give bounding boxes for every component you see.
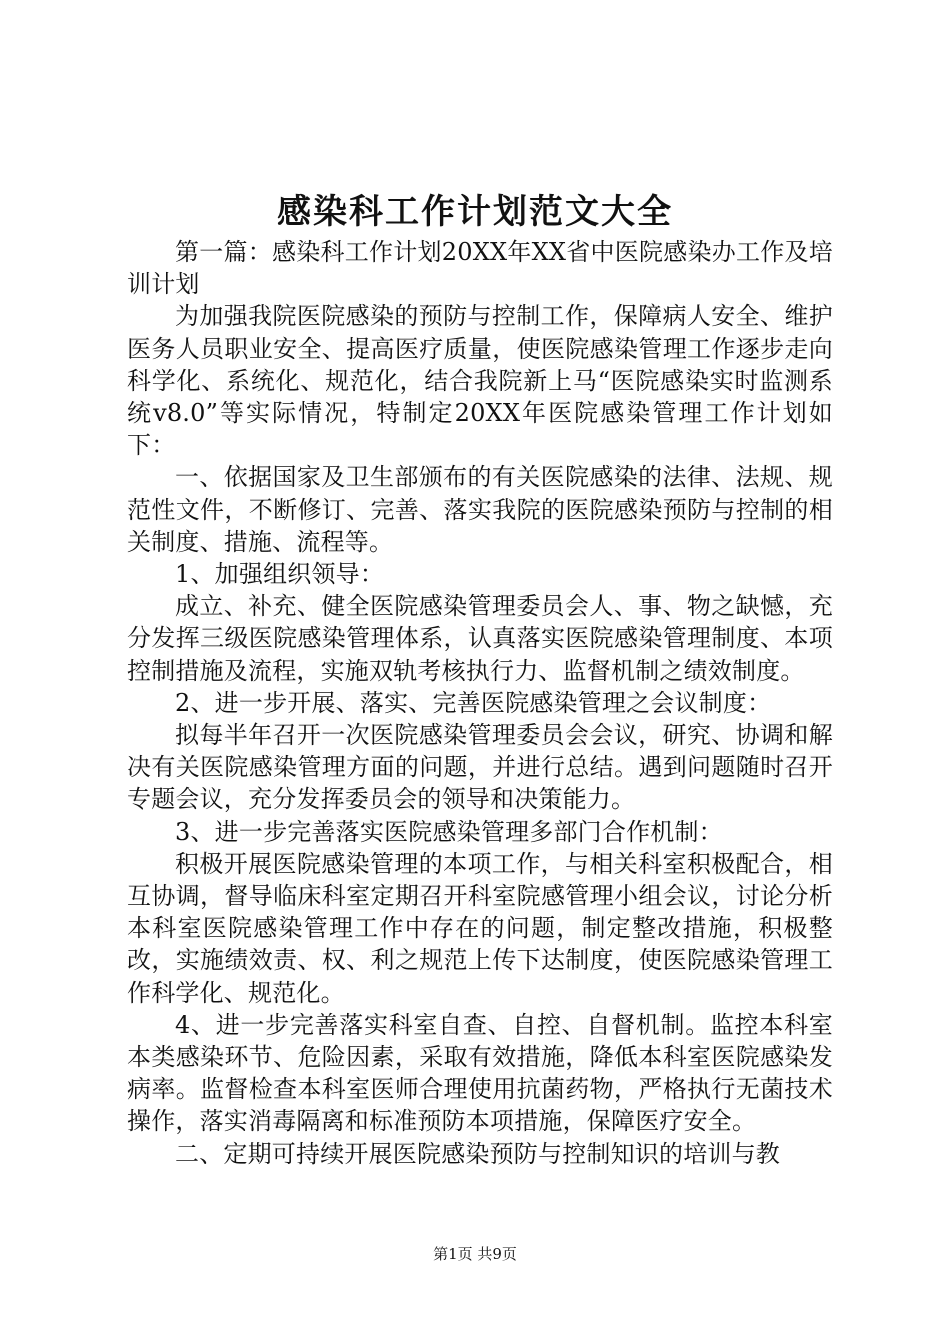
paragraph-item-1-body: 成立、补充、健全医院感染管理委员会人、事、物之缺憾，充分发挥三级医院感染管理体系，认真落实医院感染管理制度、本项控制措施及流程，实施双轨考核执行力、监督机制之绩效制度。 <box>127 592 833 685</box>
paragraph-item-2-heading: 2、进一步开展、落实、完善医院感染管理之会议制度： <box>175 688 772 717</box>
paragraph-item-1-heading: 1、加强组织领导： <box>175 560 385 589</box>
paragraph-intro: 为加强我院医院感染的预防与控制工作，保障病人安全、维护医务人员职业安全、提高医疗质量，使医院感染管理工作逐步走向科学化、系统化、规范化，结合我院新上马“医院感染实时监测系统v8.0”等实际情况，特制定20XX年医院感染管理工作计划如下： <box>127 302 833 460</box>
document-body <box>127 236 833 1170</box>
paragraph-item-3-body: 积极开展医院感染管理的本项工作，与相关科室积极配合，相互协调，督导临床科室定期召开科室院感管理小组会议，讨论分析本科室医院感染管理工作中存在的问题，制定整改措施，积极整改，实施绩效责、权、利之规范上传下达制度，使医院感染管理工作科学化、规范化。 <box>127 849 833 1007</box>
paragraph-item-2-body: 拟每半年召开一次医院感染管理委员会会议，研究、协调和解决有关医院感染管理方面的问题，并进行总结。遇到问题随时召开专题会议，充分发挥委员会的领导和决策能力。 <box>127 721 833 814</box>
paragraph-section-one: 一、依据国家及卫生部颁布的有关医院感染的法律、法规、规范性文件，不断修订、完善、落实我院的医院感染预防与控制的相关制度、措施、流程等。 <box>127 463 833 556</box>
page-number-footer: 第1页 共9页 <box>433 1245 517 1263</box>
document-title: 感染科工作计划范文大全 <box>277 192 673 232</box>
paragraph-section-two: 二、定期可持续开展医院感染预防与控制知识的培训与教 <box>175 1139 780 1168</box>
paragraph-item-4: 4、进一步完善落实科室自查、自控、自督机制。监控本科室本类感染环节、危险因素，采取有效措施，降低本科室医院感染发病率。监督检查本科室医师合理使用抗菌药物，严格执行无菌技术操作，落实消毒隔离和标准预防本项措施，保障医疗安全。 <box>127 1010 833 1136</box>
paragraph-heading-first-chapter: 第一篇：感染科工作计划20XX年XX省中医院感染办工作及培训计划 <box>127 238 833 299</box>
paragraph-item-3-heading: 3、进一步完善落实医院感染管理多部门合作机制： <box>175 817 723 846</box>
